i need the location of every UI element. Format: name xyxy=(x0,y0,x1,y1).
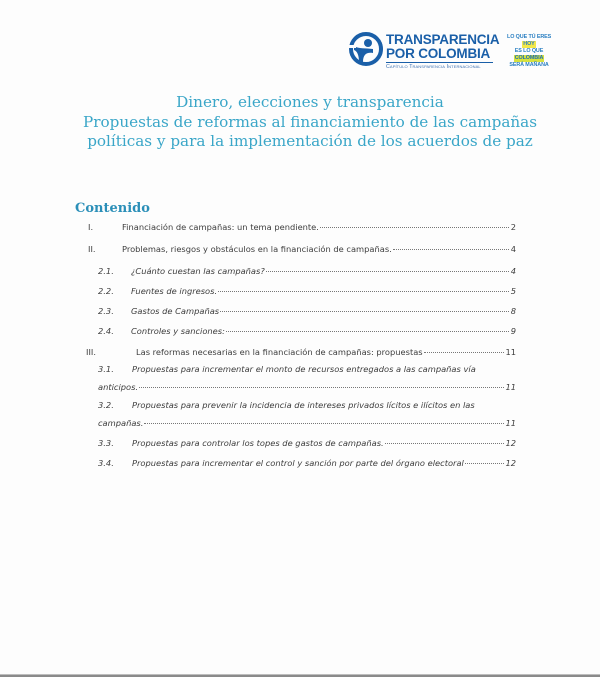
toc-entry-continuation[interactable] xyxy=(98,379,516,393)
toc-entry-number: II. xyxy=(88,244,96,254)
toc-entry-label: Propuestas para prevenir la incidencia de intereses privados lícitos e ilícitos en las xyxy=(132,400,475,410)
title-line1: Dinero, elecciones y transparencia xyxy=(176,93,444,111)
toc-entry-number: 3.2. xyxy=(98,400,114,410)
toc-entry[interactable] xyxy=(98,263,516,277)
toc-entry-number: III. xyxy=(86,347,96,357)
toc-entry[interactable] xyxy=(84,344,516,358)
toc-entry-label: Fuentes de ingresos. xyxy=(131,286,218,296)
toc-entry[interactable] xyxy=(98,283,516,297)
toc-leader-dots xyxy=(144,413,504,424)
toc-entry[interactable] xyxy=(84,364,516,378)
logo-text-line2: POR COLOMBIA xyxy=(386,46,491,61)
toc-entry-number: 2.2. xyxy=(98,286,114,296)
slogan-line2: HOY xyxy=(523,41,535,47)
toc-entry[interactable] xyxy=(98,323,516,337)
slogan-badge xyxy=(507,34,551,69)
toc-entry-label-continued: campañas. xyxy=(98,418,144,428)
toc-leader-dots xyxy=(139,377,504,388)
toc-entry-label: Propuestas para controlar los topes de gastos de campañas. xyxy=(132,438,384,448)
transparencia-emblem-icon xyxy=(349,32,383,66)
toc-entry-page: 9 xyxy=(510,326,516,336)
toc-leader-dots xyxy=(220,301,509,312)
toc-entry-number: I. xyxy=(88,222,94,232)
toc-entry[interactable] xyxy=(84,241,516,255)
slogan-line5: SERÁ MAÑANA xyxy=(509,62,549,68)
toc-entry-number: 3.3. xyxy=(98,438,114,448)
toc-leader-dots xyxy=(218,281,509,292)
title-line3: políticas y para la implementación de los acuerdos de paz xyxy=(87,132,533,150)
toc-leader-dots xyxy=(424,342,505,353)
toc-entry-label-continued: anticipos. xyxy=(98,382,139,392)
toc-entry-label: Financiación de campañas: un tema pendiente. xyxy=(122,222,319,232)
toc-entry-continuation[interactable] xyxy=(98,415,516,429)
title-line2: Propuestas de reformas al financiamiento de las campañas xyxy=(82,112,538,131)
toc-entry-page: 8 xyxy=(510,306,516,316)
toc-entry-page: 12 xyxy=(505,458,516,468)
toc-entry-page: 11 xyxy=(505,418,516,428)
logo-text-line1: TRANSPARENCIA xyxy=(386,32,500,47)
toc-heading: Contenido xyxy=(75,201,150,216)
toc-entry-number: 3.4. xyxy=(98,458,114,468)
slogan-line3: ES LO QUE xyxy=(514,48,544,54)
toc-leader-dots xyxy=(226,321,509,332)
toc-entry-page: 4 xyxy=(510,244,516,254)
toc-entry-number: 2.4. xyxy=(98,326,114,336)
logo-subtitle: Capítulo Transparencia Internacional xyxy=(386,64,481,70)
toc-entry-page: 5 xyxy=(510,286,516,296)
slogan-line4: COLOMBIA xyxy=(514,55,544,61)
toc-entry-label: ¿Cuánto cuestan las campañas? xyxy=(131,266,265,276)
toc-entry-number: 2.3. xyxy=(98,306,114,316)
toc-entry-page: 4 xyxy=(510,266,516,276)
slogan-line1: LO QUE TÚ ERES xyxy=(507,34,552,40)
toc-entry-number: 3.1. xyxy=(98,364,114,374)
toc-leader-dots xyxy=(385,433,505,444)
logo-divider xyxy=(386,62,493,63)
toc-entry-page: 11 xyxy=(505,382,516,392)
toc-entry[interactable] xyxy=(84,219,516,233)
toc-leader-dots xyxy=(266,261,509,272)
toc-entry-label: Las reformas necesarias en la financiación de campañas: propuestas xyxy=(136,347,423,357)
document-title xyxy=(40,93,580,152)
toc-entry-number: 2.1. xyxy=(98,266,114,276)
toc-entry-page: 11 xyxy=(505,347,516,357)
toc-entry[interactable] xyxy=(84,400,516,414)
toc-leader-dots xyxy=(320,217,509,228)
toc-leader-dots xyxy=(393,239,509,250)
toc-entry-label: Propuestas para incrementar el monto de recursos entregados a las campañas vía xyxy=(132,364,476,374)
toc-entry[interactable] xyxy=(84,435,516,449)
toc-entry-label: Problemas, riesgos y obstáculos en la financiación de campañas. xyxy=(122,244,392,254)
toc-leader-dots xyxy=(465,453,505,464)
toc-entry[interactable] xyxy=(98,303,516,317)
toc-entry-label: Propuestas para incrementar el control y sanción por parte del órgano electoral xyxy=(132,458,464,468)
toc-entry-label: Controles y sanciones: xyxy=(131,326,225,336)
toc-entry-label: Gastos de Campañas xyxy=(131,306,220,316)
toc-entry-page: 2 xyxy=(510,222,516,232)
transparencia-logo xyxy=(349,30,499,74)
toc-entry-page: 12 xyxy=(505,438,516,448)
toc-entry[interactable] xyxy=(84,455,516,469)
